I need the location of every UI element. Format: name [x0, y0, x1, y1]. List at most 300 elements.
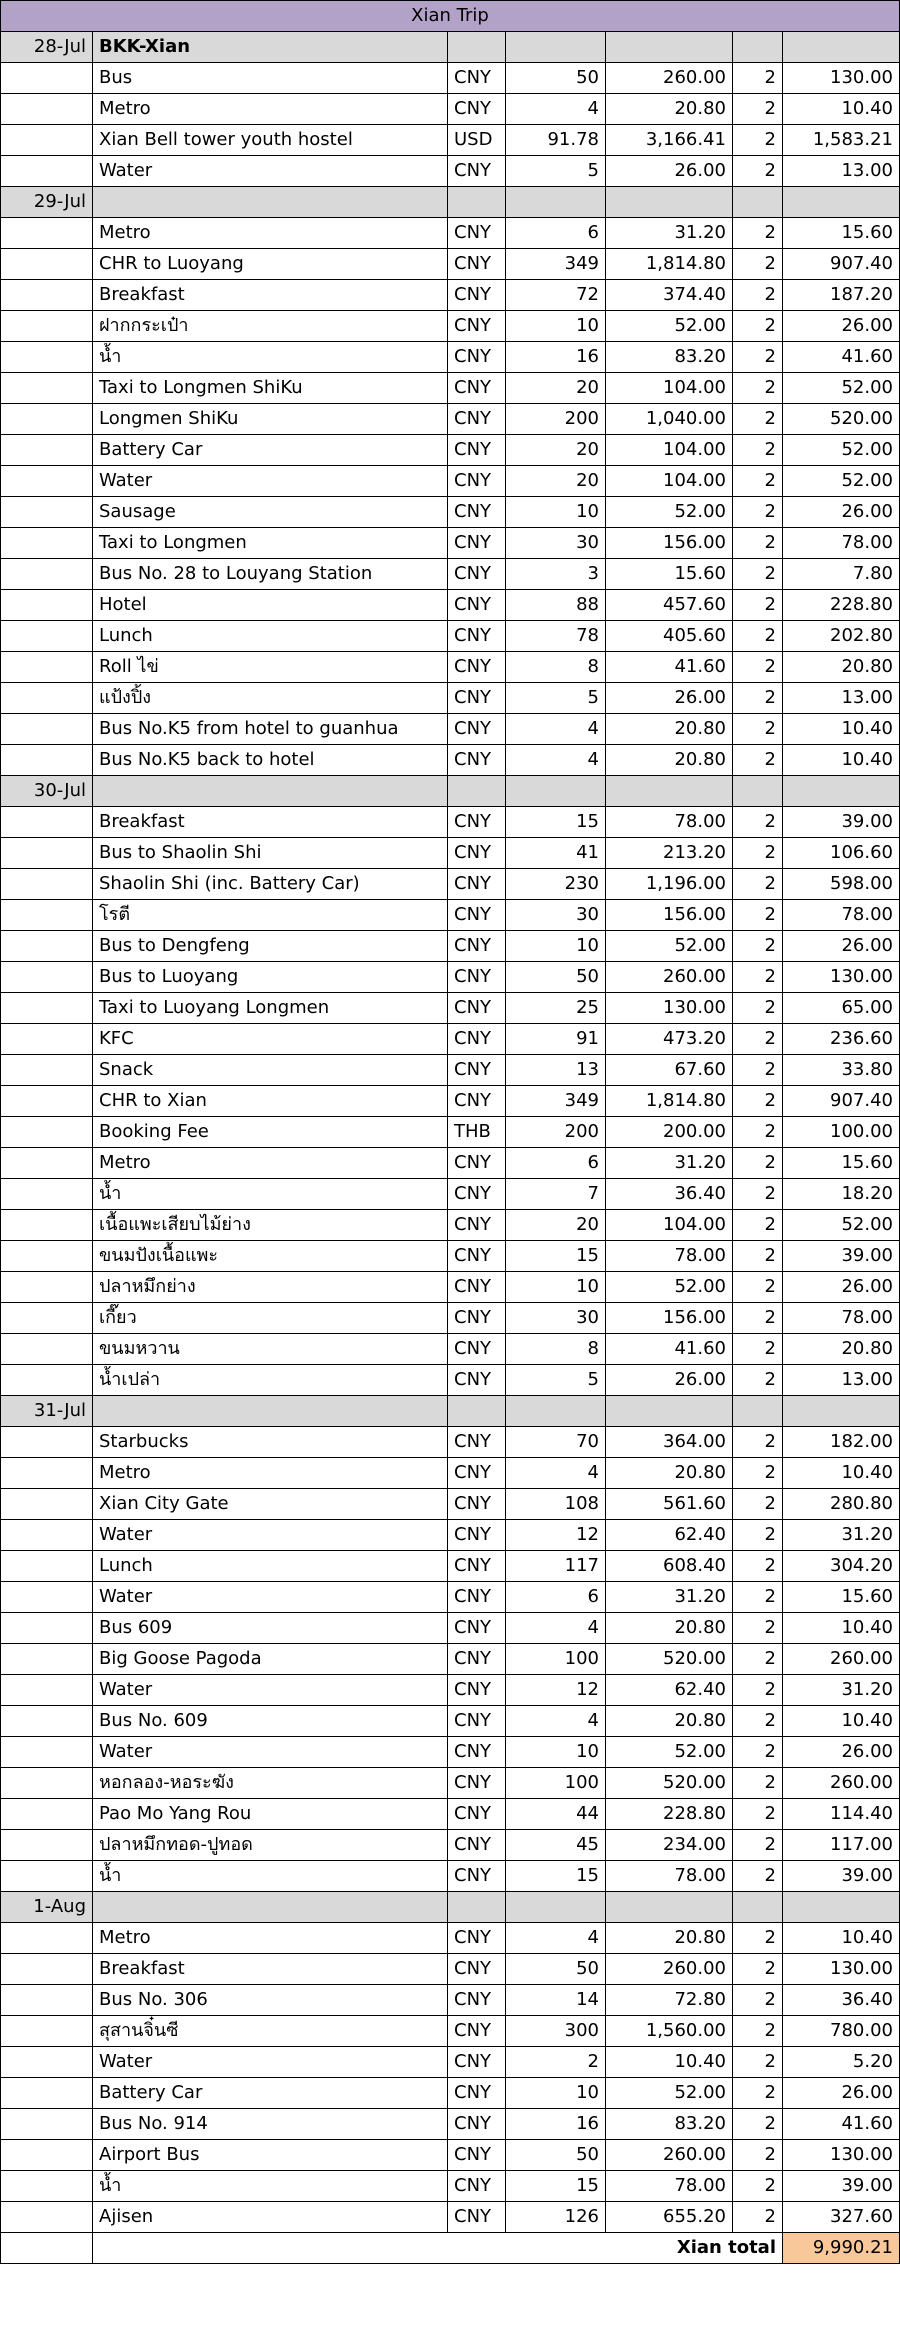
empty-cell[interactable]: [1, 1210, 93, 1241]
currency-cell[interactable]: CNY: [448, 2109, 506, 2140]
persons-cell[interactable]: 2: [733, 900, 783, 931]
empty-cell[interactable]: [606, 776, 733, 807]
amount-cell[interactable]: 12: [506, 1520, 606, 1551]
persons-cell[interactable]: 2: [733, 1923, 783, 1954]
empty-cell[interactable]: [733, 187, 783, 218]
persons-cell[interactable]: 2: [733, 2016, 783, 2047]
currency-cell[interactable]: CNY: [448, 838, 506, 869]
thb-cell[interactable]: 3,166.41: [606, 125, 733, 156]
amount-cell[interactable]: 8: [506, 1334, 606, 1365]
per-person-cell[interactable]: 26.00: [783, 2078, 900, 2109]
thb-cell[interactable]: 405.60: [606, 621, 733, 652]
empty-cell[interactable]: [1, 404, 93, 435]
currency-cell[interactable]: CNY: [448, 435, 506, 466]
empty-cell[interactable]: [1, 838, 93, 869]
amount-cell[interactable]: 45: [506, 1830, 606, 1861]
persons-cell[interactable]: 2: [733, 838, 783, 869]
item-cell[interactable]: Sausage: [93, 497, 448, 528]
thb-cell[interactable]: 72.80: [606, 1985, 733, 2016]
persons-cell[interactable]: 2: [733, 1675, 783, 1706]
persons-cell[interactable]: 2: [733, 1241, 783, 1272]
amount-cell[interactable]: 5: [506, 683, 606, 714]
currency-cell[interactable]: CNY: [448, 373, 506, 404]
thb-cell[interactable]: 20.80: [606, 1923, 733, 1954]
currency-cell[interactable]: CNY: [448, 1365, 506, 1396]
empty-cell[interactable]: [1, 962, 93, 993]
thb-cell[interactable]: 78.00: [606, 1241, 733, 1272]
item-cell[interactable]: Ajisen: [93, 2202, 448, 2233]
amount-cell[interactable]: 4: [506, 714, 606, 745]
currency-cell[interactable]: CNY: [448, 559, 506, 590]
empty-cell[interactable]: [1, 1644, 93, 1675]
currency-cell[interactable]: CNY: [448, 404, 506, 435]
item-cell[interactable]: Water: [93, 156, 448, 187]
item-cell[interactable]: CHR to Luoyang: [93, 249, 448, 280]
empty-cell[interactable]: [1, 1086, 93, 1117]
per-person-cell[interactable]: 106.60: [783, 838, 900, 869]
currency-cell[interactable]: CNY: [448, 1954, 506, 1985]
currency-cell[interactable]: CNY: [448, 1582, 506, 1613]
currency-cell[interactable]: CNY: [448, 1985, 506, 2016]
persons-cell[interactable]: 2: [733, 1861, 783, 1892]
amount-cell[interactable]: 100: [506, 1644, 606, 1675]
amount-cell[interactable]: 4: [506, 1613, 606, 1644]
persons-cell[interactable]: 2: [733, 1985, 783, 2016]
empty-cell[interactable]: [1, 1365, 93, 1396]
empty-cell[interactable]: [1, 900, 93, 931]
empty-cell[interactable]: [1, 2016, 93, 2047]
thb-cell[interactable]: 520.00: [606, 1644, 733, 1675]
item-cell[interactable]: Bus to Luoyang: [93, 962, 448, 993]
empty-cell[interactable]: [1, 1303, 93, 1334]
per-person-cell[interactable]: 13.00: [783, 683, 900, 714]
per-person-cell[interactable]: 5.20: [783, 2047, 900, 2078]
item-cell[interactable]: หอกลอง-หอระฆัง: [93, 1768, 448, 1799]
empty-cell[interactable]: [448, 187, 506, 218]
thb-cell[interactable]: 104.00: [606, 435, 733, 466]
thb-cell[interactable]: 15.60: [606, 559, 733, 590]
amount-cell[interactable]: 20: [506, 435, 606, 466]
currency-cell[interactable]: USD: [448, 125, 506, 156]
empty-cell[interactable]: [1, 1768, 93, 1799]
persons-cell[interactable]: 2: [733, 280, 783, 311]
per-person-cell[interactable]: 52.00: [783, 466, 900, 497]
empty-cell[interactable]: [1, 621, 93, 652]
empty-cell[interactable]: [1, 2047, 93, 2078]
day-label-cell[interactable]: [93, 776, 448, 807]
amount-cell[interactable]: 30: [506, 528, 606, 559]
empty-cell[interactable]: [1, 63, 93, 94]
currency-cell[interactable]: CNY: [448, 1520, 506, 1551]
per-person-cell[interactable]: 20.80: [783, 1334, 900, 1365]
item-cell[interactable]: Breakfast: [93, 280, 448, 311]
amount-cell[interactable]: 13: [506, 1055, 606, 1086]
empty-cell[interactable]: [1, 1179, 93, 1210]
empty-cell[interactable]: [1, 2202, 93, 2233]
thb-cell[interactable]: 10.40: [606, 2047, 733, 2078]
amount-cell[interactable]: 20: [506, 466, 606, 497]
persons-cell[interactable]: 2: [733, 1210, 783, 1241]
item-cell[interactable]: Shaolin Shi (inc. Battery Car): [93, 869, 448, 900]
amount-cell[interactable]: 5: [506, 156, 606, 187]
item-cell[interactable]: Metro: [93, 218, 448, 249]
empty-cell[interactable]: [1, 559, 93, 590]
currency-cell[interactable]: CNY: [448, 807, 506, 838]
thb-cell[interactable]: 83.20: [606, 2109, 733, 2140]
empty-cell[interactable]: [1, 2140, 93, 2171]
item-cell[interactable]: Taxi to Luoyang Longmen: [93, 993, 448, 1024]
empty-cell[interactable]: [1, 342, 93, 373]
persons-cell[interactable]: 2: [733, 1427, 783, 1458]
item-cell[interactable]: Battery Car: [93, 435, 448, 466]
amount-cell[interactable]: 44: [506, 1799, 606, 1830]
currency-cell[interactable]: CNY: [448, 1706, 506, 1737]
thb-cell[interactable]: 457.60: [606, 590, 733, 621]
per-person-cell[interactable]: 907.40: [783, 1086, 900, 1117]
currency-cell[interactable]: CNY: [448, 466, 506, 497]
date-cell[interactable]: 28-Jul: [1, 32, 93, 63]
persons-cell[interactable]: 2: [733, 559, 783, 590]
thb-cell[interactable]: 1,040.00: [606, 404, 733, 435]
item-cell[interactable]: ฝากกระเป๋า: [93, 311, 448, 342]
persons-cell[interactable]: 2: [733, 807, 783, 838]
empty-cell[interactable]: [1, 869, 93, 900]
persons-cell[interactable]: 2: [733, 218, 783, 249]
item-cell[interactable]: Big Goose Pagoda: [93, 1644, 448, 1675]
thb-cell[interactable]: 41.60: [606, 652, 733, 683]
per-person-cell[interactable]: 236.60: [783, 1024, 900, 1055]
item-cell[interactable]: Metro: [93, 1923, 448, 1954]
persons-cell[interactable]: 2: [733, 1024, 783, 1055]
amount-cell[interactable]: 12: [506, 1675, 606, 1706]
per-person-cell[interactable]: 39.00: [783, 1241, 900, 1272]
per-person-cell[interactable]: 280.80: [783, 1489, 900, 1520]
item-cell[interactable]: Taxi to Longmen ShiKu: [93, 373, 448, 404]
currency-cell[interactable]: CNY: [448, 1272, 506, 1303]
persons-cell[interactable]: 2: [733, 869, 783, 900]
empty-cell[interactable]: [606, 187, 733, 218]
per-person-cell[interactable]: 36.40: [783, 1985, 900, 2016]
empty-cell[interactable]: [1, 528, 93, 559]
per-person-cell[interactable]: 114.40: [783, 1799, 900, 1830]
empty-cell[interactable]: [1, 125, 93, 156]
thb-cell[interactable]: 655.20: [606, 2202, 733, 2233]
thb-cell[interactable]: 260.00: [606, 2140, 733, 2171]
empty-cell[interactable]: [1, 1489, 93, 1520]
thb-cell[interactable]: 104.00: [606, 373, 733, 404]
item-cell[interactable]: KFC: [93, 1024, 448, 1055]
per-person-cell[interactable]: 780.00: [783, 2016, 900, 2047]
currency-cell[interactable]: CNY: [448, 528, 506, 559]
currency-cell[interactable]: CNY: [448, 1644, 506, 1675]
persons-cell[interactable]: 2: [733, 373, 783, 404]
persons-cell[interactable]: 2: [733, 745, 783, 776]
persons-cell[interactable]: 2: [733, 1768, 783, 1799]
persons-cell[interactable]: 2: [733, 931, 783, 962]
currency-cell[interactable]: CNY: [448, 1148, 506, 1179]
persons-cell[interactable]: 2: [733, 2047, 783, 2078]
empty-cell[interactable]: [1, 373, 93, 404]
thb-cell[interactable]: 1,196.00: [606, 869, 733, 900]
thb-cell[interactable]: 520.00: [606, 1768, 733, 1799]
thb-cell[interactable]: 78.00: [606, 1861, 733, 1892]
empty-cell[interactable]: [448, 1892, 506, 1923]
currency-cell[interactable]: CNY: [448, 63, 506, 94]
currency-cell[interactable]: CNY: [448, 2171, 506, 2202]
empty-cell[interactable]: [448, 32, 506, 63]
per-person-cell[interactable]: 100.00: [783, 1117, 900, 1148]
currency-cell[interactable]: CNY: [448, 2016, 506, 2047]
day-label-cell[interactable]: BKK-Xian: [93, 32, 448, 63]
currency-cell[interactable]: CNY: [448, 1179, 506, 1210]
currency-cell[interactable]: CNY: [448, 1055, 506, 1086]
per-person-cell[interactable]: 10.40: [783, 745, 900, 776]
empty-cell[interactable]: [733, 1892, 783, 1923]
amount-cell[interactable]: 100: [506, 1768, 606, 1799]
item-cell[interactable]: เนื้อแพะเสียบไม้ย่าง: [93, 1210, 448, 1241]
date-cell[interactable]: 29-Jul: [1, 187, 93, 218]
persons-cell[interactable]: 2: [733, 652, 783, 683]
currency-cell[interactable]: CNY: [448, 1737, 506, 1768]
per-person-cell[interactable]: 52.00: [783, 435, 900, 466]
thb-cell[interactable]: 52.00: [606, 311, 733, 342]
thb-cell[interactable]: 1,814.80: [606, 249, 733, 280]
thb-cell[interactable]: 20.80: [606, 1613, 733, 1644]
empty-cell[interactable]: [1, 435, 93, 466]
currency-cell[interactable]: CNY: [448, 993, 506, 1024]
empty-cell[interactable]: [733, 1396, 783, 1427]
thb-cell[interactable]: 31.20: [606, 218, 733, 249]
amount-cell[interactable]: 126: [506, 2202, 606, 2233]
persons-cell[interactable]: 2: [733, 1551, 783, 1582]
empty-cell[interactable]: [1, 1117, 93, 1148]
empty-cell[interactable]: [1, 497, 93, 528]
amount-cell[interactable]: 10: [506, 931, 606, 962]
currency-cell[interactable]: CNY: [448, 249, 506, 280]
empty-cell[interactable]: [733, 32, 783, 63]
empty-cell[interactable]: [1, 1148, 93, 1179]
currency-cell[interactable]: CNY: [448, 1613, 506, 1644]
amount-cell[interactable]: 41: [506, 838, 606, 869]
thb-cell[interactable]: 52.00: [606, 2078, 733, 2109]
currency-cell[interactable]: CNY: [448, 1241, 506, 1272]
per-person-cell[interactable]: 260.00: [783, 1644, 900, 1675]
persons-cell[interactable]: 2: [733, 1086, 783, 1117]
persons-cell[interactable]: 2: [733, 1148, 783, 1179]
thb-cell[interactable]: 1,814.80: [606, 1086, 733, 1117]
empty-cell[interactable]: [1, 1737, 93, 1768]
thb-cell[interactable]: 20.80: [606, 714, 733, 745]
empty-cell[interactable]: [1, 94, 93, 125]
empty-cell[interactable]: [1, 931, 93, 962]
empty-cell[interactable]: [606, 1892, 733, 1923]
item-cell[interactable]: Snack: [93, 1055, 448, 1086]
currency-cell[interactable]: CNY: [448, 218, 506, 249]
amount-cell[interactable]: 15: [506, 1861, 606, 1892]
per-person-cell[interactable]: 39.00: [783, 1861, 900, 1892]
item-cell[interactable]: Breakfast: [93, 807, 448, 838]
per-person-cell[interactable]: 26.00: [783, 1272, 900, 1303]
thb-cell[interactable]: 78.00: [606, 2171, 733, 2202]
persons-cell[interactable]: 2: [733, 497, 783, 528]
empty-cell[interactable]: [1, 466, 93, 497]
item-cell[interactable]: สุสานจิ๋นซี: [93, 2016, 448, 2047]
per-person-cell[interactable]: 26.00: [783, 1737, 900, 1768]
persons-cell[interactable]: 2: [733, 249, 783, 280]
amount-cell[interactable]: 349: [506, 249, 606, 280]
empty-cell[interactable]: [506, 1396, 606, 1427]
item-cell[interactable]: Bus to Shaolin Shi: [93, 838, 448, 869]
persons-cell[interactable]: 2: [733, 962, 783, 993]
amount-cell[interactable]: 117: [506, 1551, 606, 1582]
persons-cell[interactable]: 2: [733, 1055, 783, 1086]
thb-cell[interactable]: 104.00: [606, 466, 733, 497]
thb-cell[interactable]: 561.60: [606, 1489, 733, 1520]
empty-cell[interactable]: [1, 714, 93, 745]
thb-cell[interactable]: 26.00: [606, 683, 733, 714]
item-cell[interactable]: ปลาหมึกทอด-ปูทอด: [93, 1830, 448, 1861]
per-person-cell[interactable]: 202.80: [783, 621, 900, 652]
per-person-cell[interactable]: 15.60: [783, 1582, 900, 1613]
per-person-cell[interactable]: 26.00: [783, 931, 900, 962]
amount-cell[interactable]: 10: [506, 2078, 606, 2109]
item-cell[interactable]: น้ำเปล่า: [93, 1365, 448, 1396]
empty-cell[interactable]: [1, 1272, 93, 1303]
per-person-cell[interactable]: 10.40: [783, 1613, 900, 1644]
per-person-cell[interactable]: 260.00: [783, 1768, 900, 1799]
currency-cell[interactable]: CNY: [448, 1427, 506, 1458]
per-person-cell[interactable]: 520.00: [783, 404, 900, 435]
thb-cell[interactable]: 156.00: [606, 528, 733, 559]
empty-cell[interactable]: [1, 652, 93, 683]
item-cell[interactable]: Longmen ShiKu: [93, 404, 448, 435]
persons-cell[interactable]: 2: [733, 1582, 783, 1613]
persons-cell[interactable]: 2: [733, 590, 783, 621]
amount-cell[interactable]: 14: [506, 1985, 606, 2016]
currency-cell[interactable]: CNY: [448, 311, 506, 342]
item-cell[interactable]: CHR to Xian: [93, 1086, 448, 1117]
day-label-cell[interactable]: [93, 187, 448, 218]
amount-cell[interactable]: 4: [506, 1706, 606, 1737]
currency-cell[interactable]: CNY: [448, 1861, 506, 1892]
per-person-cell[interactable]: 26.00: [783, 497, 900, 528]
empty-cell[interactable]: [606, 1396, 733, 1427]
per-person-cell[interactable]: 130.00: [783, 63, 900, 94]
thb-cell[interactable]: 41.60: [606, 1334, 733, 1365]
thb-cell[interactable]: 31.20: [606, 1148, 733, 1179]
per-person-cell[interactable]: 33.80: [783, 1055, 900, 1086]
amount-cell[interactable]: 16: [506, 342, 606, 373]
item-cell[interactable]: น้ำ: [93, 342, 448, 373]
persons-cell[interactable]: 2: [733, 2140, 783, 2171]
amount-cell[interactable]: 30: [506, 900, 606, 931]
amount-cell[interactable]: 200: [506, 404, 606, 435]
persons-cell[interactable]: 2: [733, 2109, 783, 2140]
item-cell[interactable]: Metro: [93, 1148, 448, 1179]
item-cell[interactable]: Pao Mo Yang Rou: [93, 1799, 448, 1830]
empty-cell[interactable]: [1, 993, 93, 1024]
thb-cell[interactable]: 52.00: [606, 931, 733, 962]
empty-cell[interactable]: [1, 1799, 93, 1830]
item-cell[interactable]: Bus 609: [93, 1613, 448, 1644]
amount-cell[interactable]: 20: [506, 373, 606, 404]
amount-cell[interactable]: 15: [506, 807, 606, 838]
thb-cell[interactable]: 52.00: [606, 1737, 733, 1768]
amount-cell[interactable]: 6: [506, 1582, 606, 1613]
persons-cell[interactable]: 2: [733, 1520, 783, 1551]
day-label-cell[interactable]: [93, 1892, 448, 1923]
total-value[interactable]: 9,990.21: [783, 2233, 900, 2264]
item-cell[interactable]: Bus No. 609: [93, 1706, 448, 1737]
per-person-cell[interactable]: 10.40: [783, 714, 900, 745]
per-person-cell[interactable]: 130.00: [783, 2140, 900, 2171]
item-cell[interactable]: Metro: [93, 94, 448, 125]
item-cell[interactable]: Lunch: [93, 1551, 448, 1582]
empty-cell[interactable]: [1, 1675, 93, 1706]
total-label[interactable]: Xian total: [93, 2233, 783, 2264]
currency-cell[interactable]: CNY: [448, 1458, 506, 1489]
amount-cell[interactable]: 10: [506, 311, 606, 342]
amount-cell[interactable]: 50: [506, 63, 606, 94]
per-person-cell[interactable]: 15.60: [783, 1148, 900, 1179]
currency-cell[interactable]: CNY: [448, 2140, 506, 2171]
currency-cell[interactable]: CNY: [448, 1210, 506, 1241]
persons-cell[interactable]: 2: [733, 435, 783, 466]
currency-cell[interactable]: CNY: [448, 2202, 506, 2233]
amount-cell[interactable]: 72: [506, 280, 606, 311]
per-person-cell[interactable]: 598.00: [783, 869, 900, 900]
persons-cell[interactable]: 2: [733, 993, 783, 1024]
item-cell[interactable]: แป้งปิ้ง: [93, 683, 448, 714]
item-cell[interactable]: ปลาหมึกย่าง: [93, 1272, 448, 1303]
per-person-cell[interactable]: 31.20: [783, 1675, 900, 1706]
currency-cell[interactable]: CNY: [448, 714, 506, 745]
empty-cell[interactable]: [1, 1458, 93, 1489]
per-person-cell[interactable]: 18.20: [783, 1179, 900, 1210]
amount-cell[interactable]: 230: [506, 869, 606, 900]
per-person-cell[interactable]: 65.00: [783, 993, 900, 1024]
empty-cell[interactable]: [506, 32, 606, 63]
persons-cell[interactable]: 2: [733, 94, 783, 125]
persons-cell[interactable]: 2: [733, 1458, 783, 1489]
empty-cell[interactable]: [783, 776, 900, 807]
date-cell[interactable]: 1-Aug: [1, 1892, 93, 1923]
thb-cell[interactable]: 83.20: [606, 342, 733, 373]
thb-cell[interactable]: 78.00: [606, 807, 733, 838]
amount-cell[interactable]: 50: [506, 1954, 606, 1985]
amount-cell[interactable]: 8: [506, 652, 606, 683]
per-person-cell[interactable]: 10.40: [783, 1923, 900, 1954]
item-cell[interactable]: Bus No. 914: [93, 2109, 448, 2140]
item-cell[interactable]: Lunch: [93, 621, 448, 652]
empty-cell[interactable]: [506, 1892, 606, 1923]
per-person-cell[interactable]: 187.20: [783, 280, 900, 311]
date-cell[interactable]: 30-Jul: [1, 776, 93, 807]
currency-cell[interactable]: CNY: [448, 1489, 506, 1520]
per-person-cell[interactable]: 52.00: [783, 373, 900, 404]
amount-cell[interactable]: 3: [506, 559, 606, 590]
persons-cell[interactable]: 2: [733, 1644, 783, 1675]
currency-cell[interactable]: CNY: [448, 156, 506, 187]
empty-cell[interactable]: [1, 1024, 93, 1055]
persons-cell[interactable]: 2: [733, 1179, 783, 1210]
currency-cell[interactable]: CNY: [448, 652, 506, 683]
thb-cell[interactable]: 473.20: [606, 1024, 733, 1055]
item-cell[interactable]: Bus No.K5 back to hotel: [93, 745, 448, 776]
empty-cell[interactable]: [1, 1923, 93, 1954]
per-person-cell[interactable]: 20.80: [783, 652, 900, 683]
empty-cell[interactable]: [783, 1892, 900, 1923]
